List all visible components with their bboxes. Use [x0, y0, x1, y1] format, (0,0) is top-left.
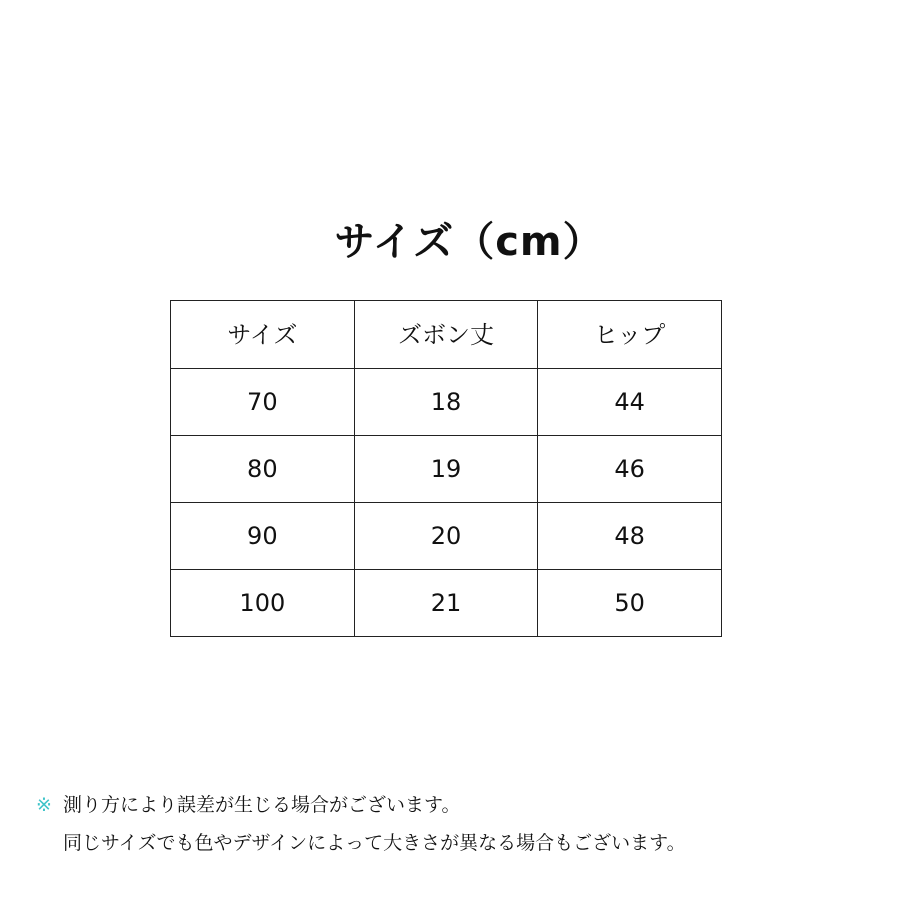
- table-row: [171, 436, 722, 503]
- table-cell-hip: 46: [538, 436, 722, 503]
- table-row: [171, 369, 722, 436]
- notes: [36, 786, 686, 862]
- table-cell-pants-length: 20: [354, 503, 538, 570]
- reference-mark-icon: ※: [36, 794, 52, 816]
- table-cell-pants-length: 19: [354, 436, 538, 503]
- note-line: [36, 786, 686, 824]
- table-cell-hip: 48: [538, 503, 722, 570]
- table-row: [171, 503, 722, 570]
- header-cell-hip: ヒップ: [538, 301, 722, 369]
- size-table: [170, 300, 722, 637]
- table-cell-pants-length: 18: [354, 369, 538, 436]
- table-cell-size: 70: [171, 369, 355, 436]
- header-cell-pants-length: ズボン丈: [354, 301, 538, 369]
- note-line: [36, 824, 686, 862]
- table-cell-pants-length: 21: [354, 570, 538, 637]
- table-cell-hip: 50: [538, 570, 722, 637]
- table-cell-size: 80: [171, 436, 355, 503]
- table-cell-size: 90: [171, 503, 355, 570]
- table-cell-hip: 44: [538, 369, 722, 436]
- note-text: 同じサイズでも色やデザインによって大きさが異なる場合もございます。: [63, 832, 686, 854]
- header-cell-size: サイズ: [171, 301, 355, 369]
- table-row: [171, 570, 722, 637]
- note-text: 測り方により誤差が生じる場合がございます。: [63, 794, 461, 816]
- size-chart-title: サイズ（cm）: [334, 219, 604, 265]
- table-cell-size: 100: [171, 570, 355, 637]
- table-header-row: [171, 301, 722, 369]
